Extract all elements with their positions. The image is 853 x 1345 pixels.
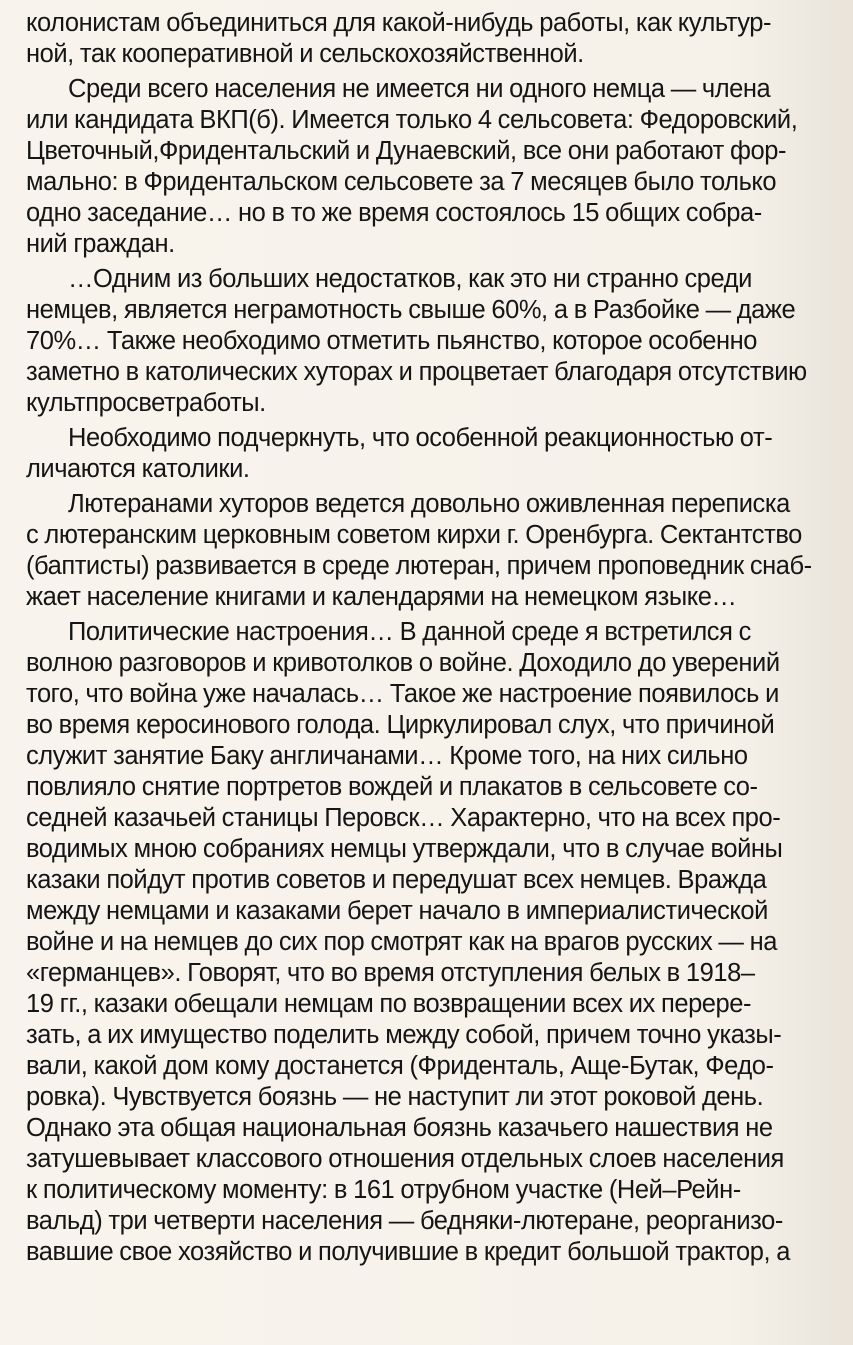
text-line: между немцами и казаками берет начало в империалистической — [26, 897, 768, 925]
text-line: ной, так кооперативной и сельскохозяйственной. — [26, 40, 584, 68]
text-line: заметно в католических хуторах и процветает благодаря отсутствию — [26, 358, 807, 386]
text-line: вали, какой дом кому достанется (Фриденталь, Аще-Бутак, Федо- — [26, 1052, 774, 1080]
paragraph — [26, 423, 834, 485]
text-line: повлияло снятие портретов вождей и плакатов в сельсовете со- — [26, 773, 758, 801]
text-line: седней казачьей станицы Перовск… Характерно, что на всех про- — [26, 804, 781, 832]
text-line: одно заседание… но в то же время состоялось 15 общих собра- — [26, 199, 762, 227]
text-line: Лютеранами хуторов ведется довольно оживленная переписка — [68, 490, 790, 518]
text-line: Цветочный,Фридентальский и Дунаевский, все они работают фор- — [26, 137, 787, 165]
text-line: (баптисты) развивается в среде лютеран, причем проповедник снаб- — [26, 552, 812, 580]
text-line: 19 гг., казаки обещали немцам по возвращении всех их перере- — [26, 990, 752, 1018]
text-line: Необходимо подчеркнуть, что особенной реакционностью от- — [68, 424, 773, 452]
text-line: войне и на немцев до сих пор смотрят как на врагов русских — на — [26, 928, 777, 956]
paragraph — [26, 489, 834, 613]
paragraph — [26, 8, 834, 70]
text-line: казаки пойдут против советов и передушат всех немцев. Вражда — [26, 866, 767, 894]
text-line: культпросветработы. — [26, 389, 266, 417]
paragraph — [26, 264, 834, 419]
text-line: служит занятие Баку англичанами… Кроме того, на них сильно — [26, 742, 748, 770]
text-line: зать, а их имущество поделить между собой, причем точно указы- — [26, 1021, 782, 1049]
text-line: 70%… Также необходимо отметить пьянство, которое особенно — [26, 327, 757, 355]
text-line: Однако эта общая национальная боязнь казачьего нашествия не — [26, 1114, 773, 1142]
text-line: вальд) три четверти населения — бедняки-лютеране, реорганизо- — [26, 1207, 783, 1235]
text-line: Среди всего населения не имеется ни одного немца — члена — [68, 75, 771, 103]
text-line: немцев, является неграмотность свыше 60%, а в Разбойке — даже — [26, 296, 796, 324]
text-line: личаются католики. — [26, 455, 250, 483]
text-line: …Одним из больших недостатков, как это ни странно среди — [68, 265, 752, 293]
text-line: с лютеранским церковным советом кирхи г. Оренбурга. Сектантство — [26, 521, 802, 549]
text-line: ний граждан. — [26, 230, 175, 258]
text-line: жает население книгами и календарями на немецком языке… — [26, 583, 737, 611]
text-line: к политическому моменту: в 161 отрубном участке (Ней–Рейн- — [26, 1176, 741, 1204]
text-line: водимых мною собраниях немцы утверждали, что в случае войны — [26, 835, 783, 863]
text-line: Политические настроения… В данной среде я встретился с — [68, 618, 751, 646]
text-line: колонистам объединиться для какой-нибудь работы, как культур- — [26, 9, 772, 37]
text-line: во время керосинового голода. Циркулировал слух, что причиной — [26, 711, 775, 739]
text-line: волною разговоров и кривотолков о войне. Доходило до уверений — [26, 649, 780, 677]
text-line: или кандидата ВКП(б). Имеется только 4 сельсовета: Федоровский, — [26, 106, 798, 134]
text-line: «германцев». Говорят, что во время отступления белых в 1918– — [26, 959, 755, 987]
text-line: затушевывает классового отношения отдельных слоев населения — [26, 1145, 784, 1173]
paragraph — [26, 617, 834, 1268]
text-line: ровка). Чувствуется боязнь — не наступит ли этот роковой день. — [26, 1083, 764, 1111]
body-text — [26, 8, 834, 1272]
text-line: мально: в Фридентальском сельсовете за 7 месяцев было только — [26, 168, 777, 196]
text-line: того, что война уже началась… Такое же настроение появилось и — [26, 680, 779, 708]
paragraph — [26, 74, 834, 260]
text-line: вавшие свое хозяйство и получившие в кредит большой трактор, а — [26, 1238, 790, 1266]
